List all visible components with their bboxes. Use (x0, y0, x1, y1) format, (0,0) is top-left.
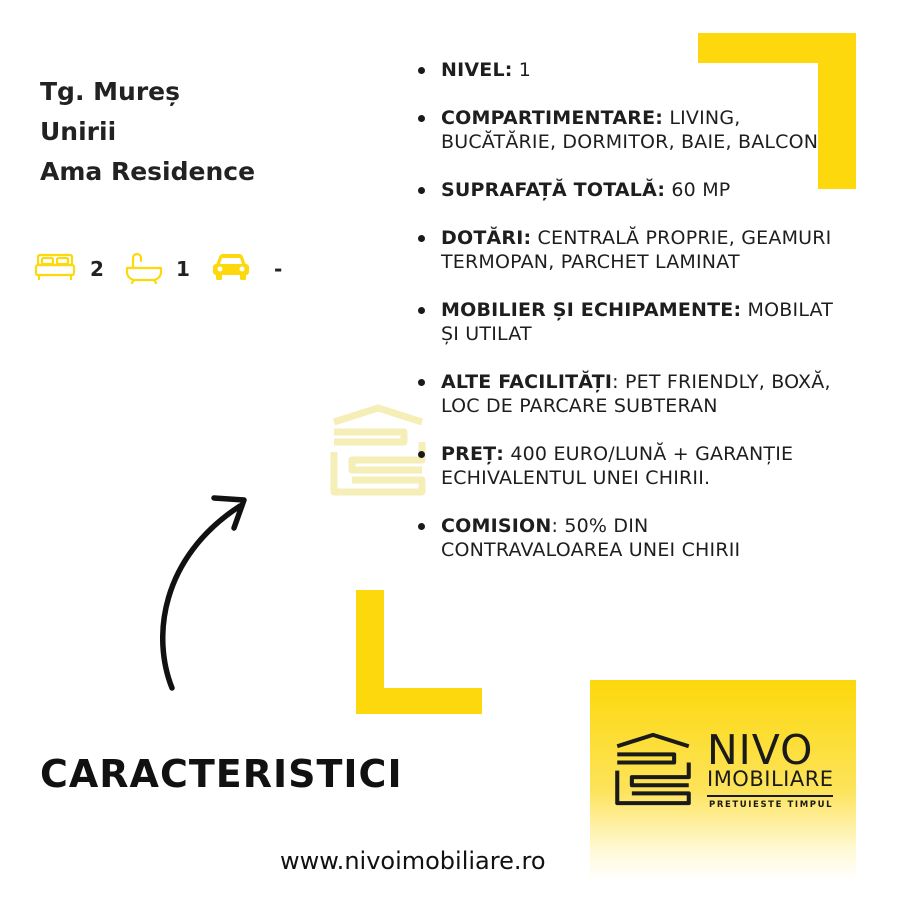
spec-item-facilitati: ALTE FACILITĂȚI: PET FRIENDLY, BOXĂ, LOC DE PARCARE SUBTERAN (416, 370, 836, 418)
page-heading: CARACTERISTICI (40, 752, 403, 796)
brand-subtitle: IMOBILIARE (707, 767, 834, 791)
brand-tagline: PRETUIESTE TIMPUL (709, 800, 834, 810)
location-street: Unirii (40, 117, 117, 146)
location-block (40, 72, 255, 192)
bed-icon (34, 252, 76, 282)
brand-divider (707, 795, 833, 797)
car-icon (211, 252, 251, 282)
spec-item-suprafata: SUPRAFAȚĂ TOTALĂ: 60 MP (416, 178, 836, 202)
bedrooms-count: 2 (90, 257, 104, 281)
curved-arrow-icon (150, 488, 260, 694)
spec-item-comision: COMISION: 50% DIN CONTRAVALOAREA UNEI CHIRII (416, 514, 836, 562)
bathtub-icon (125, 252, 163, 284)
brand-name: NIVO (707, 726, 814, 774)
spec-item-mobilier: MOBILIER ȘI ECHIPAMENTE: MOBILAT ȘI UTILAT (416, 298, 836, 346)
spec-item-dotari: DOTĂRI: CENTRALĂ PROPRIE, GEAMURI TERMOPAN, PARCHET LAMINAT (416, 226, 836, 274)
bottom-left-bracket-bottom (356, 688, 482, 714)
nivo-logo-icon (612, 730, 694, 808)
location-city: Tg. Mureș (40, 77, 180, 106)
watermark-logo-icon (328, 402, 428, 498)
website-link[interactable]: www.nivoimobiliare.ro (280, 847, 546, 875)
specs-list (416, 58, 836, 562)
location-complex: Ama Residence (40, 157, 256, 186)
spec-item-compartimentare: COMPARTIMENTARE: LIVING, BUCĂTĂRIE, DORMITOR, BAIE, BALCON (416, 106, 836, 154)
parking-count: - (274, 257, 283, 281)
spec-item-nivel: NIVEL: 1 (416, 58, 836, 82)
spec-item-pret: PREȚ: 400 EURO/LUNĂ + GARANȚIE ECHIVALENTUL UNEI CHIRII. (416, 442, 836, 490)
bathrooms-count: 1 (176, 257, 190, 281)
